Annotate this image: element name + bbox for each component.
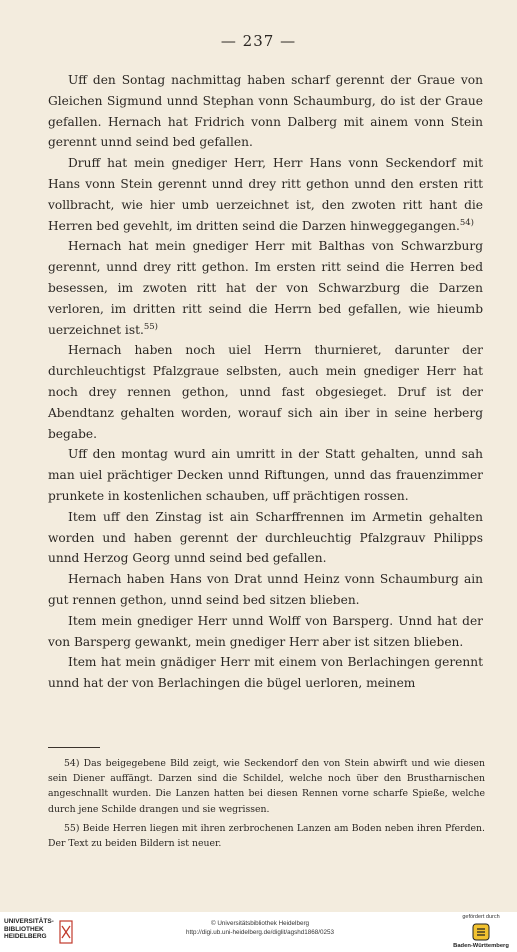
paragraph-3 <box>48 236 483 340</box>
sponsor-label: gefördert durch <box>462 914 500 920</box>
baden-wuerttemberg-crest-icon <box>472 923 490 941</box>
footnote-54: 54) Das beigegebene Bild zeigt, wie Seckendorf den von Stein abwirft und wie diesen sein Diener auffängt. Darzen sind die Schildel, welche noch über den Brustharnischen angeschnallt wurden. Die Lanzen hatten bei diesen Rennen vorne scharfe Spieße, welche durch jene Schilde drangen und sie wegrissen. <box>48 758 485 815</box>
page-number: — 237 — <box>220 32 297 50</box>
paragraph-5: Uff den montag wurd ain umritt in der Statt gehalten, unnd sah man uiel prächtiger Decken unnd Riftungen, unnd das frauenzimmer prunkete in kostenlichen schauben, uff prächtigen rossen. <box>48 447 483 503</box>
paragraph-3-text: Hernach hat mein gnediger Herr mit Balthas von Schwarzburg gerennt, unnd drey ritt gethon. Im ersten ritt seind die Herren bed besessen, im zwoten ritt hat der von Schwarzburg die Darzen verloren, im dritten ritt seind die Herrn bed gefallen, wie hieumb uerzeichnet ist. <box>48 239 483 337</box>
university-seal-icon <box>59 920 73 944</box>
paragraph-2 <box>48 153 483 236</box>
footnote-55: 55) Beide Herren liegen mit ihren zerbrochenen Lanzen am Boden neben ihren Pferden. Der Text zu beiden Bildern ist neuer. <box>48 822 485 850</box>
footer-bar <box>0 912 517 952</box>
paragraph-2-text: Druff hat mein gnediger Herr, Herr Hans vonn Seckendorf mit Hans vonn Stein gerennt unnd drey ritt gethon unnd den ersten ritt vollbracht, wie hier umb uerzeichnet ist, den zwoten ritt hant die Herren bed gevehlt, im dritten seind die Darzen hinweggegangen. <box>48 156 483 233</box>
sponsor-name: Baden-Württemberg <box>453 943 509 949</box>
main-text <box>48 70 483 694</box>
permalink[interactable]: http://digi.ub.uni-heidelberg.de/diglit/agshd1868/0253 <box>185 928 335 936</box>
footnotes <box>48 756 485 855</box>
library-name: UNIVERSITÄTS- BIBLIOTHEK HEIDELBERG <box>4 918 54 940</box>
paragraph-4: Hernach haben noch uiel Herrn thurnieret, darunter der durchleuchtigst Pfalzgraue selbsten, auch mein gnediger Herr hat noch drey rennen gethon, unnd fast obgesieget. Druf ist der Abendtanz gehalten worden, worauf sich ain iber in seine herberg begabe. <box>48 343 483 441</box>
ub-heidelberg-logo[interactable] <box>4 918 74 948</box>
paragraph-7: Hernach haben Hans von Drat unnd Heinz vonn Schaumburg ain gut rennen gethon, unnd seind bed sitzen blieben. <box>48 572 483 607</box>
footnote-ref-55: 55) <box>143 321 158 332</box>
paragraph-9: Item hat mein gnädiger Herr mit einem von Berlachingen gerennt unnd hat der von Berlachingen die bügel uerloren, meinem <box>48 655 483 691</box>
sponsor-block[interactable] <box>451 914 511 950</box>
footnote-ref-54: 54) <box>459 217 474 228</box>
paragraph-6: Item uff den Zinstag ist ain Scharffrennen im Armetin gehalten worden und haben gerennt der durchleuchtig Pfalzgrauv Philipps unnd Herzog Georg unnd seind bed gefallen. <box>48 509 483 566</box>
footnote-divider <box>48 747 100 748</box>
paragraph-1: Uff den Sontag nachmittag haben scharf gerennt der Graue von Gleichen Sigmund unnd Stephan vonn Schaumburg, do ist der Graue gefallen. Hernach hat Fridrich vonn Dalberg mit ainem vonn Stein gerennt unnd seind bed gefallen. <box>48 73 483 150</box>
paragraph-8: Item mein gnediger Herr unnd Wolff von Barsperg. Unnd hat der von Barsperg gewankt, mein gnediger Herr aber ist sitzen blieben. <box>48 613 483 649</box>
copyright-text: © Universitätsbibliothek Heidelberg <box>210 920 310 927</box>
footer-credits <box>150 920 370 937</box>
